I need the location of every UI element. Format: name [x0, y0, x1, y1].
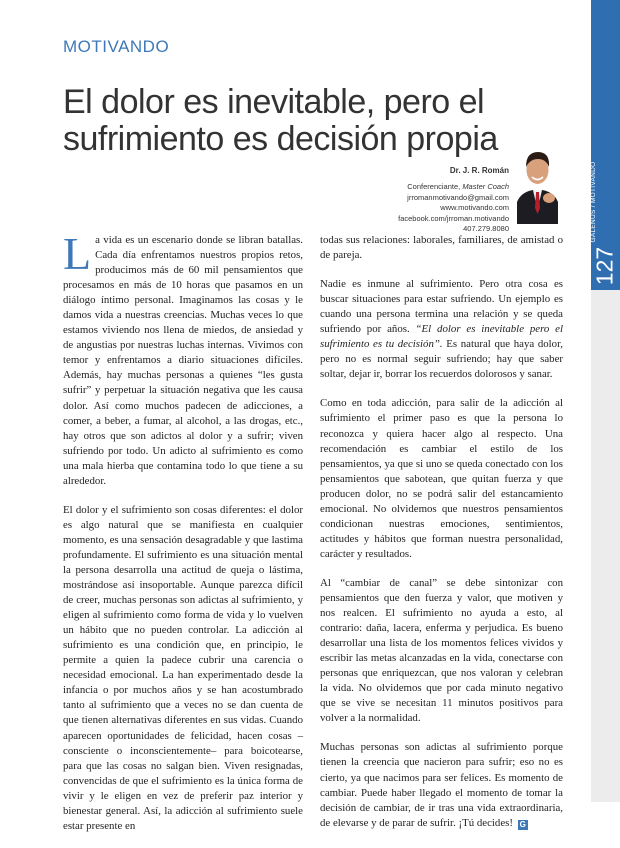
paragraph-6 — [320, 740, 563, 830]
author-photo — [511, 140, 564, 224]
title-line-2: sufrimiento es decisión propia — [63, 121, 583, 158]
paragraph-5: Al “cambiar de canal” se debe sintonizar con pensamientos que den fuerza y valor, que motiven y nos realcen. El sufrimiento no ayuda a esto, al contrario: daña, lacera, enferma y perjudica. Es bueno desarrollar una lista de los momentos felices vividos y escribir las metas alcanzadas en la vida, conectarse con personas que enriquezcan, que nos valoran y celebran la vida. No olvidemos que por cada minuto negativo que se vive se necesitan 11 minutos positivos para volver a la normalidad. — [320, 576, 563, 726]
author-role-emphasis: Master Coach — [462, 182, 509, 191]
page-sidebar — [591, 0, 620, 802]
paragraph-1 — [63, 233, 303, 489]
paragraph-1-text: a vida es un escenario donde se libran batallas. Cada día enfrentamos nuestros propios retos, producimos más de 60 mil pensamientos que procesamos en más de 10 horas que pasamos en un diálogo íntimo personal. Imaginamos las cosas y le damos vida a nuestras creencias. Muchas veces lo que estamos viviendo nos llena de miedos, de ansiedad y de angustias por nuestras luchas internas. Vivimos con temor y enfrentamos a diario situaciones difíciles. Además, hay muchas personas a quienes “les gusta sufrir” y perpetuar la situación negativa que les causa dolor. Así como muchos padecen de adicciones, a comer, a beber, a fumar, al alcohol, a las drogas, etc., hay otros que son adictos al dolor y a sufrir; viven sufriendo por todo. Un adicto al sufrimiento es como una mala hierba que contamina todo lo que tiene a su alrededor. — [63, 234, 303, 487]
drop-cap: L — [63, 235, 91, 273]
section-label: MOTIVANDO — [63, 37, 169, 57]
paragraph-3 — [320, 277, 563, 382]
end-mark-icon: G — [518, 820, 528, 830]
paragraph-3-quote: “El dolor es inevitable pero el sufrimiento es tu decisión”. — [320, 323, 563, 350]
column-right — [320, 233, 563, 845]
paragraph-4: Como en toda adicción, para salir de la adicción al sufrimiento el primer paso es que la persona lo reconozca y quiera hacer algo al respecto. Una recomendación es cambiar el estilo de los pensamientos, ya que si uno se queda conectado con los pensamientos que sabotean, que quitan fuerza y que producen dolor, no se podrá salir del estancamiento emocional. No olvidemos que nuestros pensamientos condicionan nuestras emociones, sentimientos, actitudes y hábitos que forman nuestra personalidad, carácter y resultados. — [320, 396, 563, 562]
author-website: www.motivando.com — [269, 203, 509, 213]
author-facebook: facebook.com/jrroman.motivando — [269, 214, 509, 224]
paragraph-3-end: Es natural que haya dolor, pero no es normal seguir sufriendo; hay que saber soltar, dejar ir, borrar los recuerdos dolorosos y sanar. — [320, 338, 563, 380]
page-number: 127 — [583, 251, 620, 282]
author-email: jrromanmotivando@gmail.com — [269, 193, 509, 203]
paragraph-2-continued: todas sus relaciones: laborales, familiares, de amistad o de pareja. — [320, 233, 563, 263]
running-head: GALENUS / MOTIVANDO — [590, 132, 602, 272]
author-role — [269, 182, 509, 192]
paragraph-2: El dolor y el sufrimiento son cosas diferentes: el dolor es algo natural que se manifiesta en cualquier momento, es una sensación desagradable y que lastima profundamente. El sufrimiento es una situación mental la persona desarrolla una actitud de queja o lástima, mostrándose así insoportable. Aunque parezca difícil de creer, muchas personas son adictas al sufrimiento, y eligen al sufrimiento como forma de vida y lo vuelven un hábito que no pueden controlar. La adicción al sufrimiento es una condición que, en principio, le permite a quien la padece cubrir una carencia o necesidad emocional. La han experimentado desde la infancia o por muchos años y se han acostumbrado tanto al sufrimiento que a veces no se dan cuenta de que tienen alternativas diferentes en sus vidas. Cuando aparecen oportunidades de felicidad, hacen cosas –consciente o inconscientemente– para boicotearse, para que las cosas no salgan bien. Viven resignadas, convencidas de que el sufrimiento es la única forma de vivir y le eligen en vez de preferir paz interior y bienestar general. Así, la adicción al sufrimiento suele estar presente en — [63, 503, 303, 834]
paragraph-3-start: Nadie es inmune al sufrimiento. Pero otra cosa es buscar situaciones para estar sufriendo. Un ejemplo es cuando una persona termina una relación y se queda sufriendo por años. — [320, 278, 563, 335]
title-line-1: El dolor es inevitable, pero el — [63, 84, 583, 121]
author-info — [269, 166, 509, 234]
paragraph-6-text: Muchas personas son adictas al sufrimiento porque tienen la creencia que nacieron para sufrir; eso no es cierto, ya que nacimos para ser felices. Es momento de cambiar. Puede haber llegado el momento de tomar la decisión de cambiar, de ir tras una vida extraordinaria, de elevarse y de parar de sufrir. ¡Tú decides! — [320, 741, 563, 828]
author-name: Dr. J. R. Román — [269, 166, 509, 176]
author-role-prefix: Conferenciante, — [407, 182, 462, 191]
column-left — [63, 233, 303, 848]
author-phone: 407.279.8080 — [269, 224, 509, 234]
article-title — [63, 84, 583, 158]
